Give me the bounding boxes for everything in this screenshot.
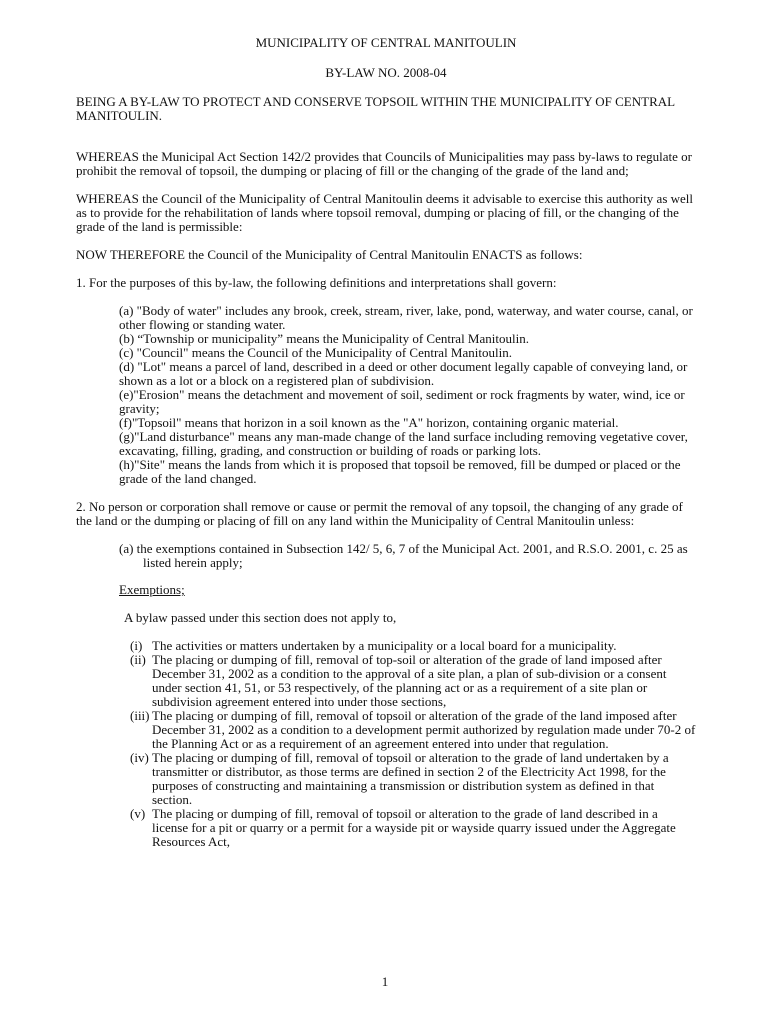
definition-township: (b) “Township or municipality” means the Municipality of Central Manitoulin.	[119, 331, 529, 346]
section-2-text: 2. No person or corporation shall remove or cause or permit the removal of any topsoil, the changing of any grade of the land or the dumping or placing of fill on any land within the Municipality of Central Manitoulin unless:	[76, 499, 683, 528]
exemption-text: The placing or dumping of fill, removal of topsoil or alteration to the grade of land described in a license for a pit or quarry or a permit for a wayside pit or wayside quarry issued under the Aggregate Resources Act,	[152, 806, 676, 849]
exemption-text: The activities or matters undertaken by a municipality or a local board for a municipality.	[152, 638, 617, 653]
exemption-number: (i)	[130, 638, 143, 653]
definition-land-disturbance: (g)"Land disturbance" means any man-made change of the land surface including removing vegetative cover, excavating, filling, grading, and construction or building of roads or parking lots.	[119, 429, 688, 458]
enacting-clause: NOW THEREFORE the Council of the Municipality of Central Manitoulin ENACTS as follows:	[76, 247, 583, 262]
definition-topsoil: (f)"Topsoil" means that horizon in a soil known as the "A" horizon, containing organic material.	[119, 415, 619, 430]
exemption-number: (iv)	[130, 750, 149, 765]
recital-1: WHEREAS the Municipal Act Section 142/2 provides that Councils of Municipalities may pass by-laws to regulate or prohibit the removal of topsoil, the dumping or placing of fill or the changing of the grade of the land and;	[76, 149, 692, 178]
exemption-item	[130, 653, 696, 709]
municipality-title: MUNICIPALITY OF CENTRAL MANITOULIN	[255, 35, 517, 50]
bylaw-number: BY-LAW NO. 2008-04	[325, 65, 447, 80]
exemptions-heading: Exemptions;	[119, 582, 185, 597]
bylaw-heading: BEING A BY-LAW TO PROTECT AND CONSERVE TOPSOIL WITHIN THE MUNICIPALITY OF CENTRAL MANITOULIN.	[76, 94, 675, 123]
definition-council: (c) "Council" means the Council of the Municipality of Central Manitoulin.	[119, 345, 512, 360]
exemptions-intro: A bylaw passed under this section does not apply to,	[124, 610, 397, 625]
section-2-item-a: (a) the exemptions contained in Subsection 142/ 5, 6, 7 of the Municipal Act. 2001, and R.S.O. 2001, c. 25 as listed herein apply;	[119, 541, 688, 570]
definition-body-of-water: (a) "Body of water" includes any brook, creek, stream, river, lake, pond, waterway, and water course, canal, or other flowing or standing water.	[119, 303, 693, 332]
definition-site: (h)"Site" means the lands from which it is proposed that topsoil be removed, fill be dumped or placed or the grade of the land changed.	[119, 457, 681, 486]
exemption-item	[130, 639, 696, 653]
exemption-number: (v)	[130, 806, 146, 821]
definition-erosion: (e)"Erosion" means the detachment and movement of soil, sediment or rock fragments by water, wind, ice or gravity;	[119, 387, 685, 416]
definition-lot: (d) "Lot" means a parcel of land, described in a deed or other document legally capable of conveying land, or shown as a lot or a block on a registered plan of subdivision.	[119, 359, 688, 388]
exemptions-list	[130, 639, 696, 849]
page-number: 1	[381, 974, 389, 989]
exemption-text: The placing or dumping of fill, removal of top-soil or alteration of the grade of land imposed after December 31, 2002 as a condition to the approval of a site plan, a plan of sub-division or a consent under section 41, 51, or 53 respectively, of the planning act or as a requirement of a site plan or subdivision agreement entered into under those sections,	[152, 652, 667, 709]
document-page	[76, 36, 696, 849]
exemption-text: The placing or dumping of fill, removal of topsoil or alteration to the grade of land undertaken by a transmitter or distributor, as those terms are defined in section 2 of the Electricity Act 1998, for the purposes of constructing and maintaining a transmission or distribution system as defined in that section.	[152, 750, 669, 807]
exemption-number: (iii)	[130, 708, 150, 723]
exemption-text: The placing or dumping of fill, removal of topsoil or alteration of the grade of the land imposed after December 31, 2002 as a condition to a development permit authorized by regulation made under 70-2 of the Planning Act or as a requirement of an agreement entered into under that regulation.	[152, 708, 696, 751]
exemption-item	[130, 751, 696, 807]
definitions-list	[119, 304, 696, 486]
exemption-item	[130, 709, 696, 751]
exemption-item	[130, 807, 696, 849]
section-1-intro: 1. For the purposes of this by-law, the following definitions and interpretations shall govern:	[76, 275, 557, 290]
exemption-number: (ii)	[130, 652, 146, 667]
recital-2: WHEREAS the Council of the Municipality of Central Manitoulin deems it advisable to exercise this authority as well as to provide for the rehabilitation of lands where topsoil removal, dumping or placing of fill, or the changing of the grade of the land is permissible:	[76, 191, 694, 234]
